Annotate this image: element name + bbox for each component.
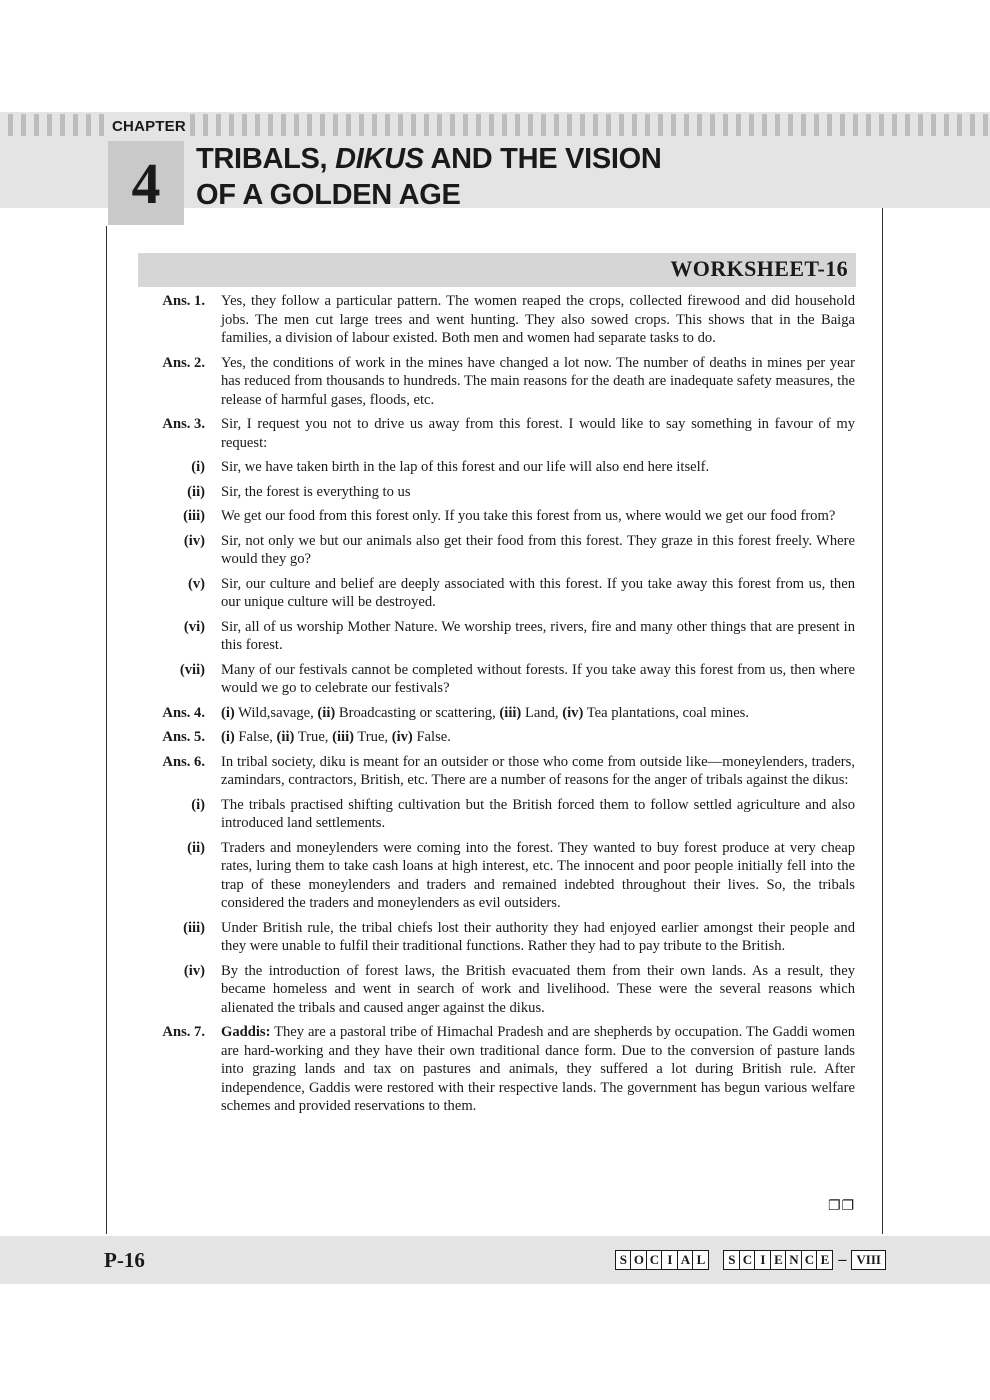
answer-label: Ans. 7. <box>162 1024 205 1040</box>
sub-point-label: (vii) <box>179 661 205 678</box>
answer-row <box>150 483 855 502</box>
sub-point-label: (i) <box>191 796 205 813</box>
answer-fragment: True, <box>354 729 392 745</box>
answer-text: Yes, the conditions of work in the mines have changed a lot now. The number of deaths in mines per year has reduced from thousands to hundreds. The main reasons for the death are inadequate safety measures, the release of harmful gases, floods, etc. <box>221 354 855 408</box>
sub-point-label: (v) <box>187 575 205 592</box>
header-stripes-left <box>8 114 104 136</box>
worksheet-bar <box>138 253 856 287</box>
page-rule-left <box>106 226 107 1234</box>
bold-marker: (iii) <box>499 704 522 721</box>
answer-row <box>150 507 855 526</box>
letter-box: I <box>754 1250 771 1270</box>
answer-row <box>150 618 855 655</box>
answer-fragment: False. <box>412 729 451 745</box>
letter-box: E <box>816 1250 833 1270</box>
sub-point-text: Sir, the forest is everything to us <box>221 483 411 500</box>
answer-row <box>150 415 855 452</box>
subject-dash: – <box>838 1251 847 1268</box>
answer-label: Ans. 4. <box>162 704 205 721</box>
answer-row <box>150 753 855 790</box>
bold-marker: (iii) <box>332 729 354 745</box>
answer-fragment: False, <box>234 729 277 745</box>
sub-point-text: Under British rule, the tribal chiefs lost their authority they had enjoyed earlier amongst their people and they were unable to fulfil their traditional functions. Rather they had to pay tribute to the British. <box>221 919 855 954</box>
sub-point-label: (i) <box>191 459 205 475</box>
answer-row <box>150 704 855 723</box>
answer-row <box>150 458 855 477</box>
answer-label: Ans. 5. <box>162 729 205 745</box>
bold-marker: (ii) <box>317 704 336 721</box>
sub-point-label: (iv) <box>183 532 205 549</box>
bold-marker: (iv) <box>391 729 413 745</box>
letter-box: L <box>692 1250 709 1270</box>
answer-fragment: Broadcasting or scattering, <box>335 704 500 721</box>
letter-box: S <box>723 1250 740 1270</box>
sub-point-text: Traders and moneylenders were coming into the forest. They wanted to buy forest produce at very cheap rates, luring them to take cash loans at high interest, etc. The innocent and poor people initially fell into the trap of these moneylenders and traders and remained indebted throughout their lives. So, the tribals considered the traders and moneylenders as evil outsiders. <box>221 839 855 911</box>
answer-row <box>150 796 855 833</box>
answer-fragment: Land, <box>521 704 563 721</box>
answer-row <box>150 292 855 348</box>
chapter-title <box>196 141 856 213</box>
answer-row <box>150 962 855 1018</box>
sub-point-label: (ii) <box>187 483 205 500</box>
end-of-section-icon: ❐❐ <box>828 1198 856 1214</box>
letter-box: E <box>770 1250 787 1270</box>
title-italic: DIKUS <box>335 143 424 175</box>
letter-box: S <box>615 1250 632 1270</box>
answer-row <box>150 532 855 569</box>
sub-point-text: Sir, our culture and belief are deeply associated with this forest. If you take away this forest from us, then our unique culture will be destroyed. <box>221 575 855 610</box>
answer-row <box>150 919 855 956</box>
title-part2: AND THE VISION <box>423 143 662 175</box>
sub-point-label: (vi) <box>183 618 205 635</box>
sub-point-text: We get our food from this forest only. If you take this forest from us, where would we get our food from? <box>221 508 836 524</box>
answer-fragment: True, <box>294 729 333 745</box>
sub-point-text: Sir, all of us worship Mother Nature. We worship trees, rivers, fire and many other things that are present in this forest. <box>221 618 855 653</box>
worksheet-title: WORKSHEET-16 <box>670 256 848 281</box>
subject-label <box>615 1250 886 1270</box>
answer-row <box>150 839 855 913</box>
sub-point-label: (ii) <box>187 839 205 856</box>
bold-marker: (i) <box>221 729 235 745</box>
answer-label: Ans. 6. <box>162 753 205 770</box>
answer-fragment: They are a pastoral tribe of Himachal Pradesh and are shepherds by occupation. The Gaddi women are hard-working and they have their own traditional dance form. Due to the conversion of pasture lands into grazing lands and tax on pastures and animals, they suffered a lot during British rule. After independence, Gaddis were restored with their respective lands. The government has begun various welfare schemes and provided reservations to them. <box>221 1024 855 1114</box>
answer-text: In tribal society, diku is meant for an outsider or those who come from outside like—moneylenders, traders, zamindars, contractors, British, etc. There are a number of reasons for the anger of tribals against the dikus: <box>221 753 855 788</box>
letter-box: C <box>646 1250 663 1270</box>
answer-text: Sir, I request you not to drive us away from this forest. I would like to say something in favour of my request: <box>221 416 855 451</box>
sub-point-label: (iv) <box>183 962 205 979</box>
answer-row <box>150 354 855 410</box>
header-stripes-right <box>190 114 990 136</box>
bold-marker: (i) <box>221 704 235 721</box>
answer-row <box>150 728 855 747</box>
grade-label: VIII <box>851 1250 886 1270</box>
letter-box: O <box>630 1250 647 1270</box>
subject-word-social <box>615 1250 710 1270</box>
letter-box: A <box>677 1250 694 1270</box>
title-part1: TRIBALS, <box>196 143 336 175</box>
bold-marker: (iv) <box>562 704 584 721</box>
answer-row <box>150 1023 855 1116</box>
bold-term: Gaddis: <box>221 1024 271 1040</box>
answer-fragment: Wild,savage, <box>234 704 318 721</box>
answer-text: Yes, they follow a particular pattern. The women reaped the crops, collected firewood and did household jobs. The men cut large trees and went hunting. They also sowed crops. This shows that in the Baiga families, a division of labour existed. Both men and women had separate tasks to do. <box>221 293 855 346</box>
sub-point-text: By the introduction of forest laws, the British evacuated them from their own lands. As a result, they became homeless and went in search of work and livelihood. These were the several reasons which alienated the tribals and caused anger against the dikus. <box>221 962 855 1016</box>
answer-fragment: Tea plantations, coal mines. <box>583 704 749 721</box>
answer-text <box>221 704 855 723</box>
sub-point-label: (iii) <box>183 508 205 524</box>
sub-point-text: Sir, not only we but our animals also get their food from this forest. They graze in this forest freely. Where would they go? <box>221 532 855 567</box>
page-rule-right <box>882 208 883 1234</box>
chapter-title-line2: OF A GOLDEN AGE <box>196 179 461 211</box>
subject-word-science <box>723 1250 833 1270</box>
page-number: P-16 <box>104 1248 145 1272</box>
chapter-label: CHAPTER <box>112 118 186 135</box>
answer-label: Ans. 3. <box>162 416 205 432</box>
answer-row <box>150 575 855 612</box>
letter-box: C <box>801 1250 818 1270</box>
letter-box: I <box>661 1250 678 1270</box>
chapter-title-line1 <box>196 141 856 177</box>
answer-label: Ans. 1. <box>162 293 205 309</box>
letter-box: C <box>739 1250 756 1270</box>
chapter-number: 4 <box>108 141 184 225</box>
answers-content <box>150 292 855 1122</box>
answer-text <box>221 1023 855 1116</box>
sub-point-text: Many of our festivals cannot be completed without forests. If you take away this forest from us, then where would we go to celebrate our festivals? <box>221 661 855 696</box>
answer-label: Ans. 2. <box>162 354 205 371</box>
sub-point-text: Sir, we have taken birth in the lap of this forest and our life will also end here itself. <box>221 459 710 475</box>
letter-box: N <box>785 1250 802 1270</box>
answer-row <box>150 661 855 698</box>
sub-point-label: (iii) <box>183 919 205 936</box>
bold-marker: (ii) <box>276 729 295 745</box>
answer-text <box>221 728 855 747</box>
sub-point-text: The tribals practised shifting cultivation but the British forced them to follow settled agriculture and also introduced land settlements. <box>221 796 855 831</box>
